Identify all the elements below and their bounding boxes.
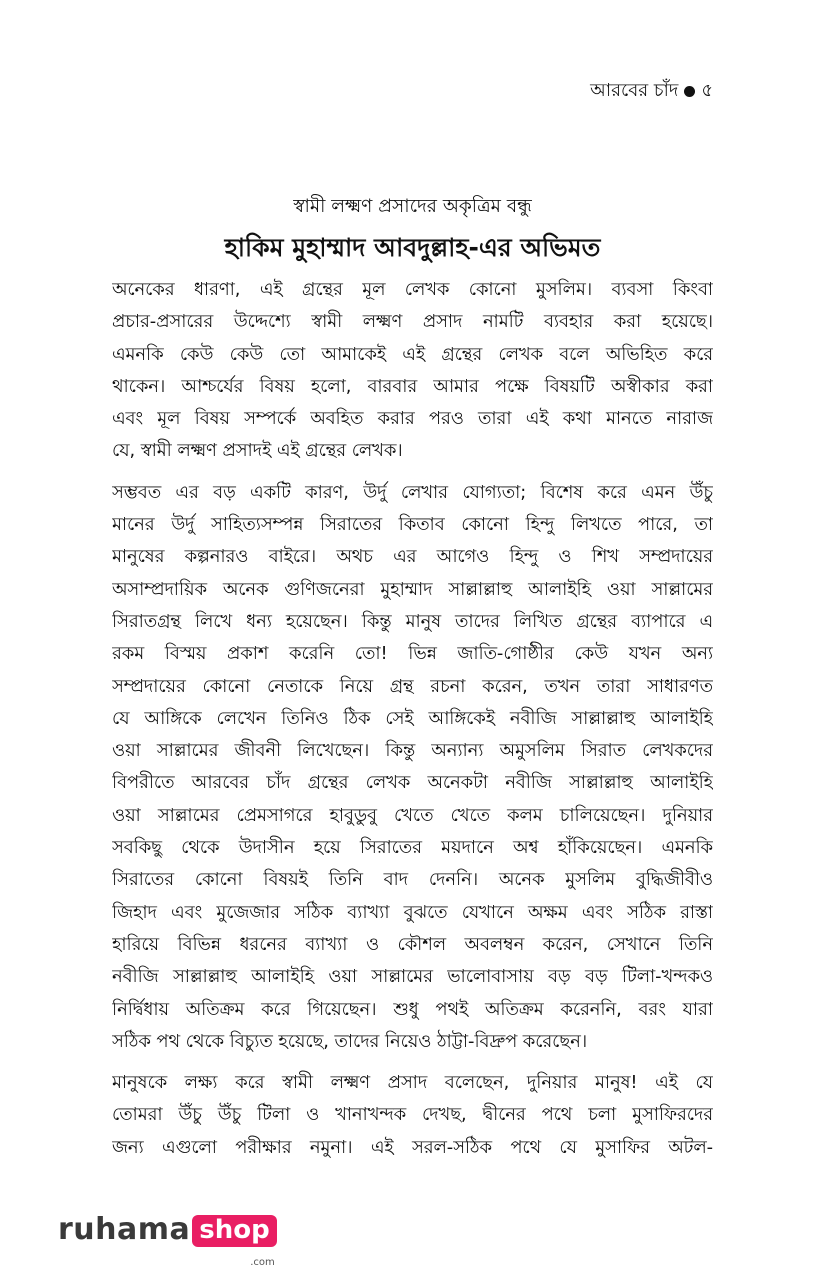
publisher-logo [58,1212,277,1268]
text-line: নির্দ্বিধায় অতিক্রম করে গিয়েছেন। শুধু পথই অতিক্রম করেননি, বরং যারা [112,998,713,1020]
running-head [590,76,713,107]
text-line: ওয়া সাল্লামের জীবনী লিখেছেন। কিন্তু অন্যান্য অমুসলিম সিরাত লেখকদের [112,740,713,762]
text-line: রকম বিস্ময় প্রকাশ করেনি তো! ভিন্ন জাতি-গোষ্ঠীর কেউ যখন অন্য [112,643,713,665]
section-kicker: স্বামী লক্ষ্মণ প্রসাদের অকৃত্রিম বন্ধু [293,196,532,217]
logo-domain: .com [250,1257,275,1268]
text-line: জন্য এগুলো পরীক্ষার নমুনা। এই সরল-সঠিক পথে যে মুসাফির অটল- [112,1136,713,1158]
text-line: যে আঙ্গিকে লেখেন তিনিও ঠিক সেই আঙ্গিকেই নবীজি সাল্লাল্লাহু আলাইহি [112,707,713,729]
text-line: অসাম্প্রদায়িক অনেক গুণিজনেরা মুহাম্মাদ সাল্লাল্লাহু আলাইহি ওয়া সাল্লামের [112,578,713,600]
text-line: মানুষের কল্পনারও বাইরে। অথচ এর আগেও হিন্দু ও শিখ সম্প্রদায়ের [112,546,713,568]
text-line: তোমরা উঁচু উঁচু টিলা ও খানাখন্দক দেখছ, দ্বীনের পথে চলা মুসাফিরদের [112,1104,713,1126]
text-line: বিপরীতে আরবের চাঁদ গ্রন্থের লেখক অনেকটা নবীজি সাল্লাল্লাহু আলাইহি [112,772,713,794]
text-line: এবং মূল বিষয় সম্পর্কে অবহিত করার পরও তারা এই কথা মানতে নারাজ [112,408,713,430]
running-head-book-title: আরবের চাঁদ [590,80,679,101]
logo-brand: ruhama [58,1212,191,1247]
logo-shop: shop [199,1215,270,1245]
text-line: মানের উর্দু সাহিত্যসম্পন্ন সিরাতের কিতাব কোনো হিন্দু লিখতে পারে, তা [112,514,713,536]
text-line: ওয়া সাল্লামের প্রেমসাগরে হাবুডুবু খেতে খেতে কলম চালিয়েছেন। দুনিয়ার [112,804,713,826]
text-line: জিহাদ এবং মুজেজার সঠিক ব্যাখ্যা বুঝতে যেখানে অক্ষম এবং সঠিক রাস্তা [112,901,713,923]
text-line: যে, স্বামী লক্ষ্মণ প্রসাদই এই গ্রন্থের লেখক। [112,440,403,462]
paragraph [112,477,713,1058]
bullet-dot-icon [684,86,695,97]
text-line: সঠিক পথ থেকে বিচ্যুত হয়েছে, তাদের নিয়েও ঠাট্টা-বিদ্রুপ করেছেন। [112,1030,588,1052]
text-line: হারিয়ে বিভিন্ন ধরনের ব্যাখ্যা ও কৌশল অবলম্বন করেন, সেখানে তিনি [112,933,713,955]
text-line: মানুষকে লক্ষ্য করে স্বামী লক্ষ্মণ প্রসাদ বলেছেন, দুনিয়ার মানুষ! এই যে [112,1072,713,1094]
text-line: এমনকি কেউ কেউ তো আমাকেই এই গ্রন্থের লেখক বলে অভিহিত করে [112,343,713,365]
text-line: থাকেন। আশ্চর্যের বিষয় হলো, বারবার আমার পক্ষে বিষয়টি অস্বীকার করা [112,375,713,397]
paragraph [112,274,713,468]
logo-shop-badge [192,1215,276,1268]
text-line: অনেকের ধারণা, এই গ্রন্থের মূল লেখক কোনো মুসলিম। ব্যবসা কিংবা [112,279,713,300]
text-line: সম্প্রদায়ের কোনো নেতাকে নিয়ে গ্রন্থ রচনা করেন, তখন তারা সাধারণত [112,675,713,697]
section-title: হাকিম মুহাম্মাদ আবদুল্লাহ-এর অভিমত [224,233,601,262]
paragraph [112,1067,713,1164]
text-line: সিরাতের কোনো বিষয়ই তিনি বাদ দেননি। অনেক মুসলিম বুদ্ধিজীবীও [112,869,713,891]
text-line: নবীজি সাল্লাল্লাহু আলাইহি ওয়া সাল্লামের ভালোবাসায় বড় বড় টিলা-খন্দকও [112,966,713,988]
body-text [112,274,713,1173]
text-line: প্রচার-প্রসারের উদ্দেশ্যে স্বামী লক্ষ্মণ প্রসাদ নামটি ব্যবহার করা হয়েছে। [112,311,713,333]
text-line: সম্ভবত এর বড় একটি কারণ, উর্দু লেখার যোগ্যতা; বিশেষ করে এমন উঁচু [112,481,713,503]
page-number: ৫ [701,80,713,101]
text-line: সিরাতগ্রন্থ লিখে ধন্য হয়েছেন। কিন্তু মানুষ তাদের লিখিত গ্রন্থের ব্যাপারে এ [112,610,713,632]
text-line: সবকিছু থেকে উদাসীন হয়ে সিরাতের ময়দানে অশ্ব হাঁকিয়েছেন। এমনকি [112,837,713,859]
